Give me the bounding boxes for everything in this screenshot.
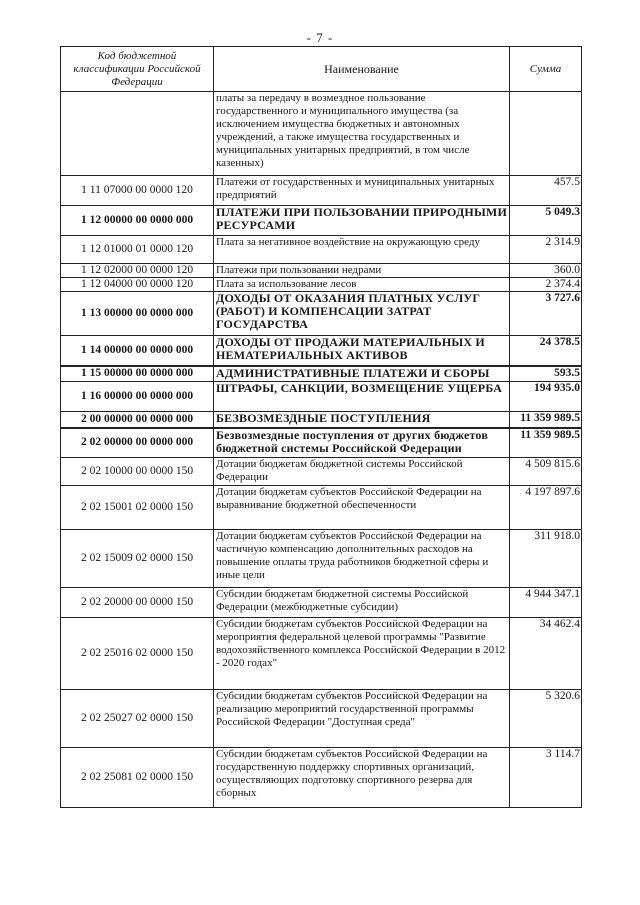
row-amount-cell	[510, 92, 582, 176]
table-row	[61, 278, 582, 292]
row-name-cell: Дотации бюджетам субъектов Российской Федерации на частичную компенсацию дополнительных расходов на повышение оплаты труда работников бюджетной сферы и иные цели	[214, 530, 510, 588]
row-amount-cell: 5 049.3	[510, 206, 582, 236]
row-code-cell: 1 12 00000 00 0000 000	[61, 206, 214, 236]
row-amount-cell: 4 197 897.6	[510, 486, 582, 530]
table-header-row	[61, 47, 582, 92]
row-code-cell: 2 00 00000 00 0000 000	[61, 412, 214, 428]
row-name-cell: ПЛАТЕЖИ ПРИ ПОЛЬЗОВАНИИ ПРИРОДНЫМИ РЕСУРСАМИ	[214, 206, 510, 236]
table-row	[61, 412, 582, 428]
table-row	[61, 618, 582, 690]
header-code: Код бюджетной классификации Российской Федерации	[61, 47, 214, 92]
row-code-cell: 1 11 07000 00 0000 120	[61, 176, 214, 206]
row-amount-cell: 2 374.4	[510, 278, 582, 292]
table-row	[61, 428, 582, 458]
row-name-cell: Платежи от государственных и муниципальных унитарных предприятий	[214, 176, 510, 206]
row-amount-cell: 457.5	[510, 176, 582, 206]
row-name-cell: БЕЗВОЗМЕЗДНЫЕ ПОСТУПЛЕНИЯ	[214, 412, 510, 428]
row-amount-cell: 593.5	[510, 366, 582, 382]
table-row	[61, 530, 582, 588]
row-amount-cell: 34 462.4	[510, 618, 582, 690]
row-amount-cell: 3 727.6	[510, 292, 582, 336]
row-code-cell: 1 12 04000 00 0000 120	[61, 278, 214, 292]
row-amount-cell: 5 320.6	[510, 690, 582, 748]
row-amount-cell: 4 944 347.1	[510, 588, 582, 618]
table-row	[61, 292, 582, 336]
row-name-cell: Безвозмездные поступления от других бюджетов бюджетной системы Российской Федерации	[214, 428, 510, 458]
table-row	[61, 458, 582, 486]
row-code-cell: 2 02 25081 02 0000 150	[61, 748, 214, 808]
row-code-cell: 1 14 00000 00 0000 000	[61, 336, 214, 366]
row-name-cell: платы за передачу в возмездное пользование государственного и муниципального имущества (за исключением имущества бюджетных и автономных учреждений, а также имущества государственных и муниципальных унитарных предприятий, в том числе казенных)	[214, 92, 510, 176]
row-amount-cell: 2 314.9	[510, 236, 582, 264]
row-name-cell: Субсидии бюджетам субъектов Российской Федерации на государственную поддержку спортивных организаций, осуществляющих подготовку спортивного резерва для сборных	[214, 748, 510, 808]
row-name-cell: ШТРАФЫ, САНКЦИИ, ВОЗМЕЩЕНИЕ УЩЕРБА	[214, 382, 510, 412]
row-code-cell: 1 12 02000 00 0000 120	[61, 264, 214, 278]
row-code-cell: 2 02 25027 02 0000 150	[61, 690, 214, 748]
row-code-cell: 2 02 00000 00 0000 000	[61, 428, 214, 458]
row-code-cell	[61, 92, 214, 176]
row-name-cell: Дотации бюджетам субъектов Российской Федерации на выравнивание бюджетной обеспеченности	[214, 486, 510, 530]
row-code-cell: 2 02 20000 00 0000 150	[61, 588, 214, 618]
row-amount-cell: 11 359 989.5	[510, 412, 582, 428]
row-name-cell: Дотации бюджетам бюджетной системы Российской Федерации	[214, 458, 510, 486]
table-row	[61, 748, 582, 808]
row-code-cell: 1 13 00000 00 0000 000	[61, 292, 214, 336]
header-name: Наименование	[214, 47, 510, 92]
row-name-cell: Субсидии бюджетам бюджетной системы Российской Федерации (межбюджетные субсидии)	[214, 588, 510, 618]
row-amount-cell: 4 509 815.6	[510, 458, 582, 486]
table-row	[61, 588, 582, 618]
table-row	[61, 486, 582, 530]
table-row	[61, 236, 582, 264]
table-row	[61, 366, 582, 382]
row-code-cell: 1 16 00000 00 0000 000	[61, 382, 214, 412]
row-name-cell: ДОХОДЫ ОТ ПРОДАЖИ МАТЕРИАЛЬНЫХ И НЕМАТЕРИАЛЬНЫХ АКТИВОВ	[214, 336, 510, 366]
row-name-cell: Субсидии бюджетам субъектов Российской Федерации на реализацию мероприятий государственной программы Российской Федерации "Доступная среда"	[214, 690, 510, 748]
table-row	[61, 176, 582, 206]
header-amount: Сумма	[510, 47, 582, 92]
row-amount-cell: 3 114.7	[510, 748, 582, 808]
row-code-cell: 2 02 25016 02 0000 150	[61, 618, 214, 690]
row-code-cell: 1 15 00000 00 0000 000	[61, 366, 214, 382]
row-amount-cell: 194 935.0	[510, 382, 582, 412]
row-name-cell: АДМИНИСТРАТИВНЫЕ ПЛАТЕЖИ И СБОРЫ	[214, 366, 510, 382]
row-amount-cell: 311 918.0	[510, 530, 582, 588]
budget-table	[60, 46, 582, 808]
row-amount-cell: 24 378.5	[510, 336, 582, 366]
row-name-cell: Плата за негативное воздействие на окружающую среду	[214, 236, 510, 264]
row-code-cell: 1 12 01000 01 0000 120	[61, 236, 214, 264]
row-name-cell: Платежи при пользовании недрами	[214, 264, 510, 278]
row-code-cell: 2 02 15009 02 0000 150	[61, 530, 214, 588]
row-amount-cell: 11 359 989.5	[510, 428, 582, 458]
table-body	[61, 92, 582, 808]
row-code-cell: 2 02 10000 00 0000 150	[61, 458, 214, 486]
row-amount-cell: 360.0	[510, 264, 582, 278]
row-code-cell: 2 02 15001 02 0000 150	[61, 486, 214, 530]
table-row	[61, 92, 582, 176]
row-name-cell: ДОХОДЫ ОТ ОКАЗАНИЯ ПЛАТНЫХ УСЛУГ (РАБОТ) И КОМПЕНСАЦИИ ЗАТРАТ ГОСУДАРСТВА	[214, 292, 510, 336]
table-row	[61, 690, 582, 748]
table-row	[61, 336, 582, 366]
page-number: - 7 -	[306, 30, 334, 45]
table-row	[61, 382, 582, 412]
row-name-cell: Плата за использование лесов	[214, 278, 510, 292]
row-name-cell: Субсидии бюджетам субъектов Российской Федерации на мероприятия федеральной целевой программы "Развитие водохозяйственного комплекса Российской Федерации в 2012 - 2020 годах"	[214, 618, 510, 690]
table-row	[61, 206, 582, 236]
table-row	[61, 264, 582, 278]
